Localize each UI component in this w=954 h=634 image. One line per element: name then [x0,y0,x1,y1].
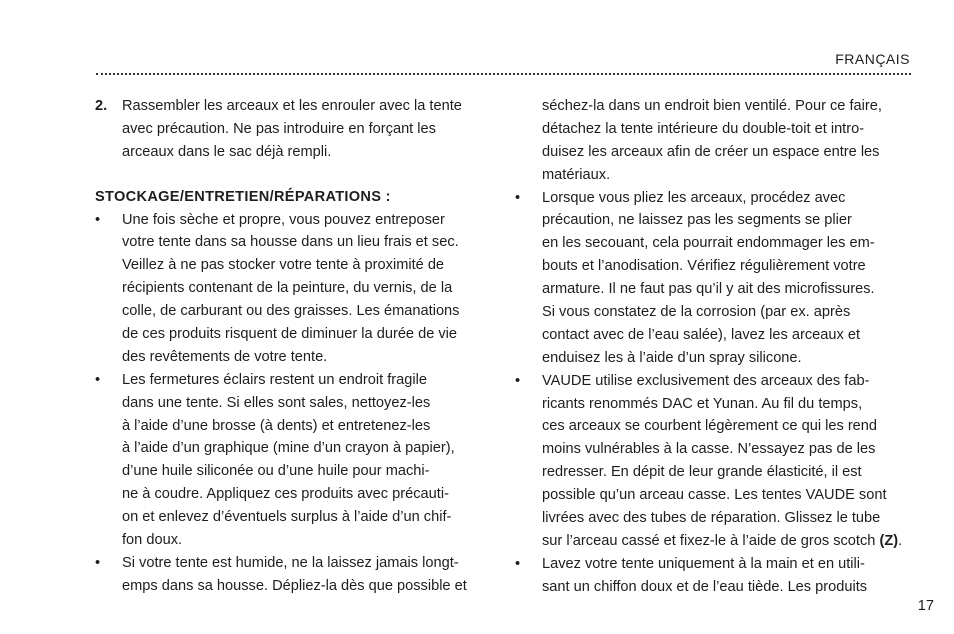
bullet-text: Une fois sèche et propre, vous pouvez entreposer [122,211,445,228]
bullet-item [95,209,495,369]
left-column [95,95,495,598]
bullet-line: de ces produits risquent de diminuer la durée de vie [122,326,458,343]
bullet-line: précaution, ne laissez pas les segments se plier [542,212,852,229]
bullet-line [95,369,495,392]
bullet-line: redresser. En dépit de leur grande élasticité, il est [542,464,862,481]
continuation-line: détachez la tente intérieure du double-toit et intro- [542,120,865,137]
step-number: 2. [95,98,108,114]
bullet-item [515,370,915,553]
bullet-line: à l’aide d’une brosse (à dents) et entretenez-les [122,417,431,434]
bullet-icon: • [95,371,101,388]
bullet-line: d’une huile siliconée ou d’une huile pour machi- [122,463,430,480]
bullet-line: dans une tente. Si elles sont sales, nettoyez-les [122,394,431,411]
bullet-line [515,553,915,576]
header-language-label: FRANÇAIS [835,51,910,67]
step-2-block [95,95,495,164]
bullet-line: enduisez les à l’aide d’un spray silicone. [542,349,802,366]
figure-reference: (Z) [879,532,899,549]
bullet-line: ne à coudre. Appliquez ces produits avec précauti- [122,486,449,503]
bullet-line: colle, de carburant ou des graisses. Les émanations [122,303,460,320]
bullet-line: contact avec de l’eau salée), lavez les arceaux et [542,326,860,343]
bullet-line: armature. Il ne faut pas qu’il y ait des microfissures. [542,281,875,298]
step-text: Rassembler les arceaux et les enrouler avec la tente [122,98,462,114]
bullet-item [515,187,915,370]
bullet-item [95,369,495,552]
page-number: 17 [917,598,934,614]
bullet-item [95,552,495,598]
bullet-line: à l’aide d’un graphique (mine d’un crayon à papier), [122,440,455,457]
bullet-line: possible qu’un arceau casse. Les tentes VAUDE sont [542,487,887,504]
bullet-line: des revêtements de votre tente. [122,348,328,365]
bullet-line [95,209,495,232]
bullet-line [515,370,915,393]
step-line: arceaux dans le sac déjà rempli. [122,143,332,160]
bullet-line: moins vulnérables à la casse. N’essayez pas de les [542,441,876,458]
bullet-text: Si votre tente est humide, ne la laissez jamais longt- [122,554,459,571]
right-column [515,95,915,599]
bullet-line: on et enlevez d’éventuels surplus à l’aide d’un chif- [122,509,452,526]
spacer [95,164,495,186]
bullet-icon: • [95,211,101,228]
bullet-line: récipients contenant de la peinture, du vernis, de la [122,280,453,297]
step-line: avec précaution. Ne pas introduire en forçant les [122,120,436,137]
bullet-line: emps dans sa housse. Dépliez-la dès que possible et [122,577,467,594]
bullet-line: ricants renommés DAC et Yunan. Au fil du temps, [542,395,863,412]
bullet-line [515,187,915,210]
bullet-line: bouts et l’anodisation. Vérifiez régulièrement votre [542,258,866,275]
bullet-line: en les secouant, cela pourrait endommager les em- [542,235,875,252]
step-line [95,95,495,118]
bullet-line: Si vous constatez de la corrosion (par ex. après [542,304,851,321]
bullet-line: fon doux. [122,532,183,549]
bullet-item [515,553,915,599]
sentence-end: . [898,532,903,549]
bullet-text: Lorsque vous pliez les arceaux, procédez avec [542,189,846,206]
bullet-text: sur l’arceau cassé et fixez-le à l’aide de gros scotch [542,532,880,549]
bullet-line: Veillez à ne pas stocker votre tente à proximité de [122,257,445,274]
bullet-line [515,530,915,553]
bullet-line: livrées avec des tubes de réparation. Glissez le tube [542,510,881,527]
header-dotted-divider [96,73,911,75]
continuation-block [515,95,915,187]
bullet-line [95,552,495,575]
bullet-icon: • [515,555,521,572]
continuation-line: séchez-la dans un endroit bien ventilé. Pour ce faire, [542,98,882,114]
continuation-line: matériaux. [542,166,611,183]
bullet-icon: • [515,372,521,389]
continuation-line: duisez les arceaux afin de créer un espace entre les [542,143,880,160]
bullet-text: Lavez votre tente uniquement à la main et en utili- [542,555,865,572]
bullet-line: ces arceaux se courbent légèrement ce qui les rend [542,418,878,435]
section-heading: STOCKAGE/ENTRETIEN/RÉPARATIONS : [95,188,391,205]
bullet-icon: • [515,189,521,206]
bullet-line: sant un chiffon doux et de l’eau tiède. Les produits [542,578,868,595]
bullet-text: Les fermetures éclairs restent un endroit fragile [122,371,427,388]
bullet-line: votre tente dans sa housse dans un lieu frais et sec. [122,234,459,251]
bullet-icon: • [95,554,101,571]
bullet-text: VAUDE utilise exclusivement des arceaux des fab- [542,372,870,389]
